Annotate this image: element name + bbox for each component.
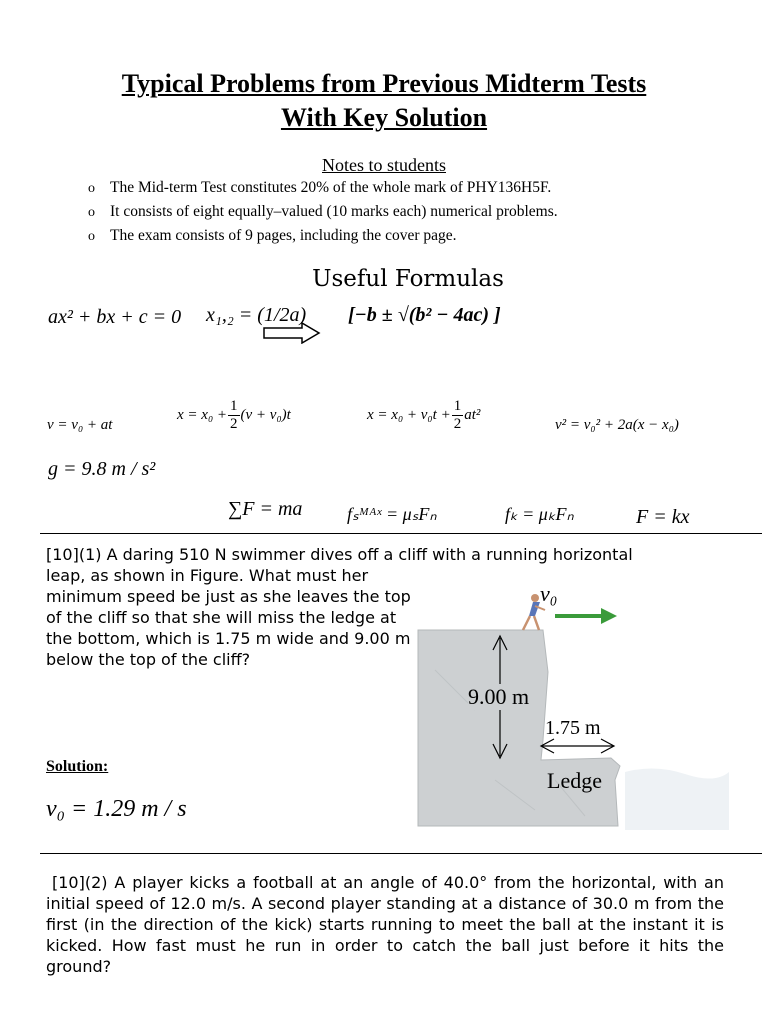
note-text: It consists of eight equally–valued (10 marks each) numerical problems. — [110, 203, 558, 220]
note-text: The Mid-term Test constitutes 20% of the whole mark of PHY136H5F. — [110, 179, 552, 196]
roots-lhs: x₁,₂ = (1/2a) — [206, 304, 307, 326]
fraction — [228, 398, 240, 433]
arrow-head-icon — [601, 608, 617, 624]
useful-formulas-heading: Useful Formulas — [312, 266, 504, 292]
hooke-law: F = kx — [636, 506, 690, 528]
eq-part: x = x₀ + — [177, 406, 228, 423]
eq-part: (v + v₀)t — [240, 406, 291, 423]
static-friction: fₛᴹᴬˣ = μₛFₙ — [347, 504, 437, 524]
divider — [40, 533, 762, 534]
fraction — [452, 398, 464, 433]
title-line-2: With Key Solution — [280, 103, 488, 132]
note-item — [88, 176, 558, 200]
divider — [40, 853, 762, 854]
fraction-numerator: 1 — [230, 398, 238, 414]
solution-answer: v₀ = 1.29 m / s — [46, 796, 187, 822]
newton-second-law: ∑F = ma — [228, 498, 303, 520]
bullet-icon: o — [88, 205, 95, 220]
note-item — [88, 200, 558, 224]
velocity-squared-equation: v² = v₀² + 2a(x − x₀) — [555, 417, 679, 433]
notes-heading: Notes to students — [322, 155, 446, 175]
figure-ledge-width-label: 1.75 m — [545, 717, 601, 739]
solution-label: Solution: — [46, 758, 109, 775]
figure-height-label: 9.00 m — [468, 684, 530, 709]
note-item — [88, 224, 558, 248]
notes-list — [88, 176, 558, 248]
eq-part: x = x₀ + v₀t + — [367, 406, 451, 423]
figure-v0-label: v₀ — [540, 581, 558, 606]
position-equation-2 — [367, 398, 480, 433]
gravity-constant: g = 9.8 m / s² — [48, 458, 156, 480]
eq-part: at² — [464, 406, 481, 423]
implies-arrow-icon — [262, 322, 322, 344]
problem-1-text: leap, as shown in Figure. What must her minimum speed be just as she leaves the top of the cliff so that she will miss the ledge at the bottom, which is 1.75 m wide and 9.00 m below the top of the cliff? — [46, 566, 411, 669]
water — [625, 768, 729, 830]
problem-1-line-1: [10](1) A daring 510 N swimmer dives off a cliff with a running horizontal — [46, 545, 633, 564]
fraction-denominator: 2 — [230, 416, 238, 432]
bullet-icon: o — [88, 229, 95, 244]
title-line-1: Typical Problems from Previous Midterm Tests — [121, 69, 647, 98]
position-equation-1 — [177, 398, 291, 433]
problem-2-text: [10](2) A player kicks a football at an angle of 40.0° from the horizontal, with an initial speed of 12.0 m/s. A second player standing at a distance of 30.0 m from the first (in the direction of the kick) starts running to meet the ball at the instant it is kicked. How fast must he run in order to catch the ball just before it hits the ground? — [46, 873, 724, 976]
fraction-numerator: 1 — [453, 398, 462, 414]
velocity-equation: v = v₀ + at — [47, 417, 113, 433]
note-text: The exam consists of 9 pages, including the cover page. — [110, 227, 457, 244]
roots-rhs: [−b ± √(b² − 4ac) ] — [348, 304, 501, 326]
figure-ledge-label: Ledge — [547, 768, 602, 793]
bullet-icon: o — [88, 181, 95, 196]
kinetic-friction: fₖ = μₖFₙ — [505, 504, 574, 524]
quadratic-equation: ax² + bx + c = 0 — [48, 306, 182, 328]
fraction-denominator: 2 — [453, 416, 462, 432]
